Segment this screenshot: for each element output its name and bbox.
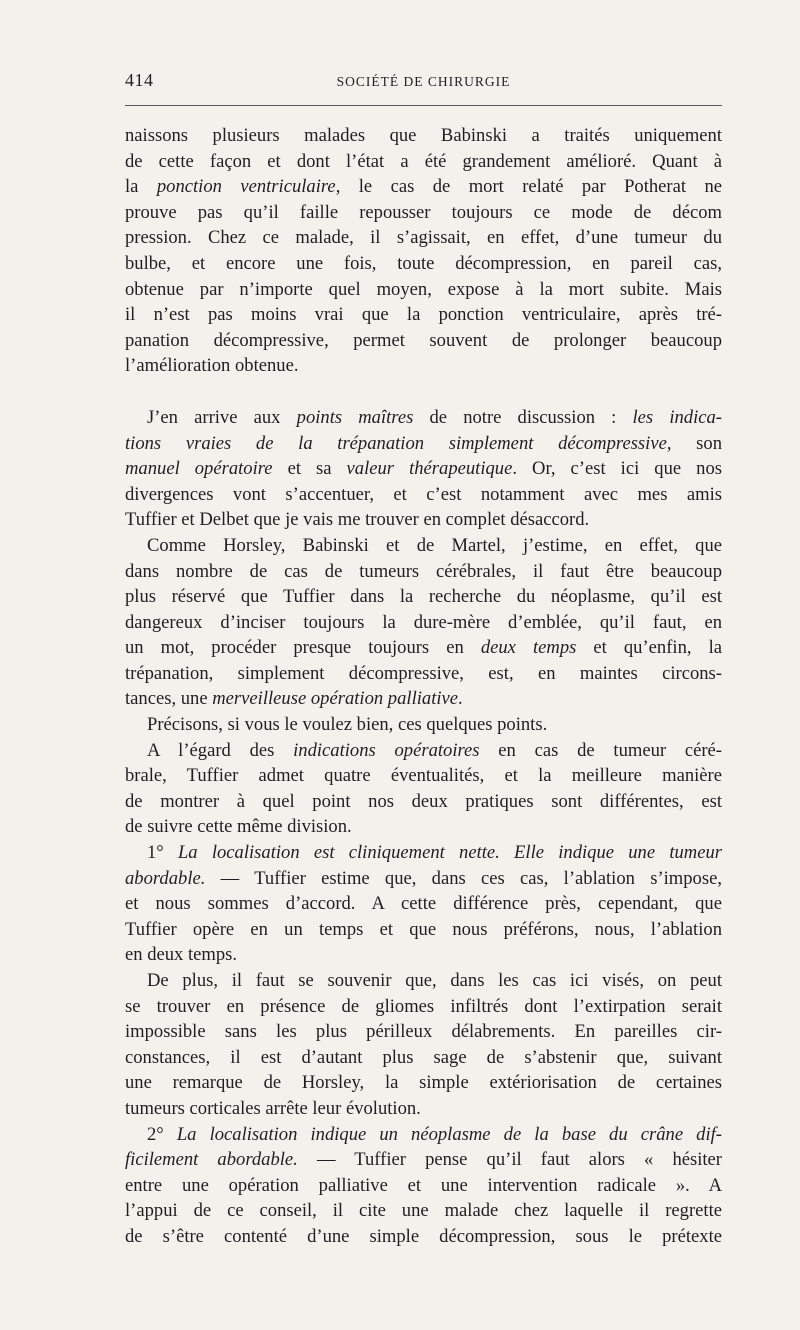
- paragraph-6: [125, 840, 722, 968]
- text-line: impossible sans les plus périlleux délabrements. En pareilles cir-: [125, 1021, 722, 1043]
- page-number: 414: [125, 70, 154, 90]
- text-line: panation décompressive, permet souvent de prolonger beaucoup: [125, 329, 722, 351]
- text-line: De plus, il faut se souvenir que, dans les cas ici visés, on peut: [147, 970, 722, 991]
- text-line: il n’est pas moins vrai que la ponction ventriculaire, après tré-: [125, 304, 722, 326]
- text-line: tances, une merveilleuse opération palliative.: [125, 688, 463, 710]
- text-line: Comme Horsley, Babinski et de Martel, j’estime, en effet, que: [147, 534, 722, 556]
- text-line: en deux temps.: [125, 944, 238, 966]
- text-line: trépanation, simplement décompressive, est, en maintes circons-: [125, 662, 722, 684]
- text-line: un mot, procéder presque toujours en deux temps et qu’enfin, la: [125, 637, 722, 659]
- text-line: Tuffier et Delbet que je vais me trouver en complet désaccord.: [125, 509, 590, 531]
- header-rule: [125, 105, 722, 106]
- text-line: brale, Tuffier admet quatre éventualités, et la meilleure manière: [125, 765, 722, 787]
- text-line: dans nombre de cas de tumeurs cérébrales, il faut être beaucoup: [125, 560, 722, 582]
- running-title: SOCIÉTÉ DE CHIRURGIE: [336, 74, 511, 89]
- text-line: bulbe, et encore une fois, toute décompression, en pareil cas,: [125, 252, 722, 274]
- text-line: entre une opération palliative et une intervention radicale ». A: [125, 1174, 722, 1196]
- text-line: se trouver en présence de gliomes infiltrés dont l’extirpation serait: [125, 995, 722, 1017]
- paragraph-1: [125, 123, 722, 379]
- text-line: l’appui de ce conseil, il cite une malade chez laquelle il regrette: [125, 1200, 722, 1222]
- text-line: Tuffier opère en un temps et que nous préférons, nous, l’ablation: [125, 918, 722, 940]
- text-line: 1° La localisation est cliniquement nette. Elle indique une tumeur: [147, 842, 722, 864]
- text-line: l’amélioration obtenue.: [125, 355, 299, 377]
- text-line: de cette façon et dont l’état a été grandement amélioré. Quant à: [125, 150, 722, 172]
- text-line: une remarque de Horsley, la simple extériorisation de certaines: [125, 1072, 722, 1094]
- text-line: 2° La localisation indique un néoplasme de la base du crâne dif-: [147, 1123, 722, 1145]
- text-line: naissons plusieurs malades que Babinski a traités uniquement: [125, 125, 722, 146]
- paragraph-4: [125, 712, 722, 738]
- page-header: [125, 70, 722, 96]
- text-line: obtenue par n’importe quel moyen, expose à la mort subite. Mais: [125, 278, 722, 300]
- text-line: manuel opératoire et sa valeur thérapeutique. Or, c’est ici que nos: [125, 458, 722, 480]
- text-line: tions vraies de la trépanation simplement décompressive, son: [125, 432, 722, 454]
- text-line: prouve pas qu’il faille repousser toujours ce mode de décom: [125, 201, 722, 223]
- text-line: dangereux d’inciser toujours la dure-mère d’emblée, qu’il faut, en: [125, 611, 722, 633]
- text-line: A l’égard des indications opératoires en cas de tumeur céré-: [147, 739, 722, 761]
- paragraph-gap: [125, 379, 722, 405]
- body-text: [125, 123, 722, 1250]
- text-line: plus réservé que Tuffier dans la recherche du néoplasme, qu’il est: [125, 586, 722, 608]
- text-line: divergences vont s’accentuer, et c’est notamment avec mes amis: [125, 483, 722, 505]
- paragraph-3: [125, 533, 722, 712]
- text-line: J’en arrive aux points maîtres de notre discussion : les indica-: [147, 406, 722, 428]
- text-line: de suivre cette même division.: [125, 816, 352, 838]
- text-line: de s’être contenté d’une simple décompression, sous le prétexte: [125, 1225, 722, 1247]
- text-line: tumeurs corticales arrête leur évolution.: [125, 1097, 421, 1119]
- text-line: abordable. — Tuffier estime que, dans ces cas, l’ablation s’impose,: [125, 867, 722, 889]
- text-line: constances, il est d’autant plus sage de s’abstenir que, suivant: [125, 1046, 722, 1068]
- paragraph-2: [125, 405, 722, 533]
- text-line: la ponction ventriculaire, le cas de mort relaté par Potherat ne: [125, 176, 723, 198]
- paragraph-7: [125, 968, 722, 1122]
- text-line: de montrer à quel point nos deux pratiques sont différentes, est: [125, 790, 722, 812]
- paragraph-5: [125, 738, 722, 840]
- text-line: ficilement abordable. — Tuffier pense qu’il faut alors « hésiter: [125, 1149, 723, 1171]
- paragraph-8: [125, 1122, 722, 1250]
- text-line: Précisons, si vous le voulez bien, ces quelques points.: [147, 714, 548, 736]
- text-line: pression. Chez ce malade, il s’agissait, en effet, d’une tumeur du: [125, 227, 722, 249]
- text-line: et nous sommes d’accord. A cette différence près, cependant, que: [125, 893, 722, 915]
